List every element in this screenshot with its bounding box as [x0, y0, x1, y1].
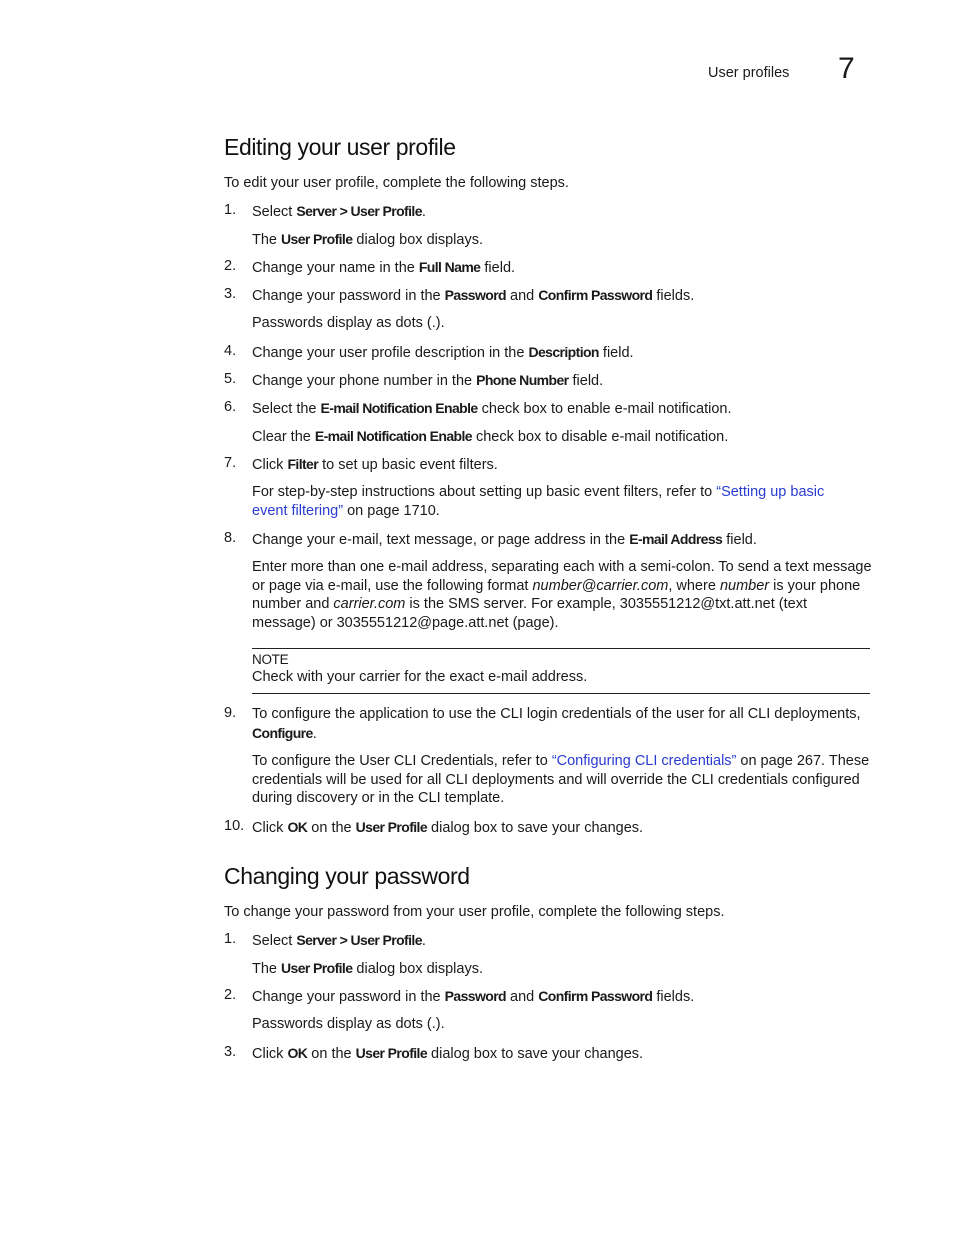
- step-number: 4.: [224, 343, 237, 359]
- step-text: To configure the application to use the CLI login credentials of the user for all CLI deployments, Configure.: [252, 706, 861, 742]
- step-text: Change your name in the Full Name field.: [252, 259, 516, 276]
- section-title-changing-password: Changing your password: [224, 863, 470, 889]
- running-header-title: User profiles: [708, 65, 790, 81]
- step-number: 6.: [224, 399, 237, 415]
- cross-reference-link[interactable]: “Configuring CLI credentials”: [551, 753, 737, 769]
- step-subtext: Clear the E-mail Notification Enable check box to disable e-mail notification.: [252, 428, 729, 445]
- section-title-editing-profile: Editing your user profile: [224, 134, 456, 160]
- step-text: Click Filter to set up basic event filters.: [252, 456, 498, 473]
- step-subtext: For step-by-step instructions about setting up basic event filters, refer to “Setting up basic event filtering” on page 1710.: [252, 484, 825, 519]
- step-subtext: Passwords display as dots (.).: [252, 315, 445, 331]
- note-bottom-rule: [252, 693, 870, 694]
- section-intro: To change your password from your user profile, complete the following steps.: [224, 904, 725, 920]
- step-number: 2.: [224, 258, 237, 274]
- note-text: Check with your carrier for the exact e-mail address.: [252, 669, 588, 685]
- step-text: Click OK on the User Profile dialog box to save your changes.: [252, 819, 644, 836]
- step-subtext: To configure the User CLI Credentials, refer to “Configuring CLI credentials” on page 267. These credentials will be used for all CLI deployments and will override the CLI credentials configured during discovery or in the CLI template.: [252, 753, 870, 807]
- step-subtext: The User Profile dialog box displays.: [252, 960, 483, 977]
- step-subtext: The User Profile dialog box displays.: [252, 231, 483, 248]
- step-text: Select the E-mail Notification Enable check box to enable e-mail notification.: [252, 400, 732, 417]
- step-number: 3.: [224, 286, 237, 302]
- chapter-number: 7: [838, 52, 855, 85]
- step-text: Select Server > User Profile.: [252, 932, 426, 949]
- step-number: 7.: [224, 455, 237, 471]
- step-subtext: Enter more than one e-mail address, separating each with a semi-colon. To send a text message or page via e-mail, use the following format number@carrier.com, where number is your phone number and carrier.com is the SMS server. For example, 3035551212@txt.att.net (text message) or 3035551212@page.att.net (page).: [252, 559, 872, 631]
- step-text: Change your password in the Password and Confirm Password fields.: [252, 287, 695, 304]
- note-top-rule: [252, 648, 870, 649]
- cross-reference-link[interactable]: “Setting up basic event filtering”: [252, 484, 825, 519]
- step-number: 9.: [224, 705, 237, 721]
- step-text: Click OK on the User Profile dialog box to save your changes.: [252, 1045, 644, 1062]
- note-heading: NOTE: [252, 652, 289, 667]
- step-number: 1.: [224, 931, 237, 947]
- step-text: Change your e-mail, text message, or page address in the E-mail Address field.: [252, 531, 757, 548]
- step-number: 1.: [224, 202, 237, 218]
- step-text: Change your user profile description in the Description field.: [252, 344, 634, 361]
- step-text: Select Server > User Profile.: [252, 203, 426, 220]
- step-number: 3.: [224, 1044, 237, 1060]
- step-number: 8.: [224, 530, 237, 546]
- step-number: 10.: [224, 818, 245, 834]
- step-number: 5.: [224, 371, 237, 387]
- step-number: 2.: [224, 987, 237, 1003]
- step-text: Change your password in the Password and Confirm Password fields.: [252, 988, 695, 1005]
- step-text: Change your phone number in the Phone Number field.: [252, 372, 604, 389]
- step-subtext: Passwords display as dots (.).: [252, 1016, 445, 1032]
- section-intro: To edit your user profile, complete the following steps.: [224, 175, 569, 191]
